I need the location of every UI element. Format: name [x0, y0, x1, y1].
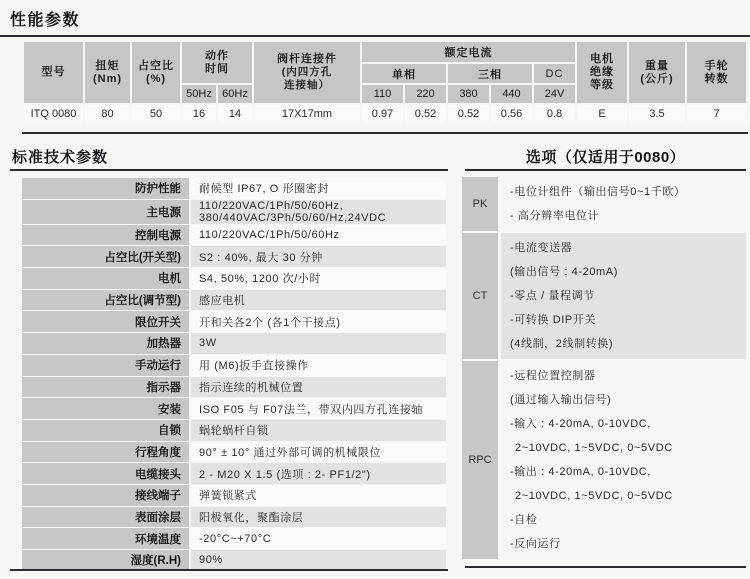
options-section-title: 选项（仅适用于0080） — [525, 149, 686, 166]
standard-section-rule — [10, 169, 448, 171]
spec-row — [22, 463, 446, 484]
col-header-insulation: 电机 绝缘 等级 — [577, 42, 627, 103]
col-header-60hz: 60Hz — [218, 85, 252, 103]
spec-row — [22, 178, 446, 199]
spec-value: 3W — [191, 333, 446, 354]
spec-label: 手动运行 — [22, 355, 189, 376]
spec-value: 90% — [191, 550, 446, 571]
spec-label: 占空比(开关型) — [22, 246, 189, 267]
cell-duty: 50 — [132, 105, 180, 122]
option-line: -输入 : 4-20mA, 0-10VDC, — [510, 418, 651, 430]
cell-handwheel: 7 — [687, 105, 746, 122]
col-header-handwheel: 手轮 转数 — [687, 42, 746, 103]
spec-label: 加热器 — [22, 333, 189, 354]
spec-row — [22, 333, 446, 354]
spec-row — [22, 528, 446, 549]
col-header-380v: 380 — [448, 85, 489, 103]
col-header-50hz: 50Hz — [182, 85, 216, 103]
option-body-ct — [501, 233, 746, 359]
cell-torque: 80 — [85, 105, 130, 122]
option-line: (输出信号 : 4-20mA) — [510, 266, 619, 278]
standard-table-bottom-rule — [10, 569, 448, 571]
cell-current-24v: 0.8 — [534, 105, 575, 122]
spec-label: 占空比(调节型) — [22, 290, 189, 311]
col-header-three-phase: 三相 — [448, 64, 532, 83]
spec-row — [22, 200, 446, 224]
col-header-weight: 重量 (公斤) — [629, 42, 685, 103]
spec-label: 防护性能 — [22, 178, 189, 199]
col-header-24v: 24V — [534, 85, 575, 103]
spec-value: 2 - M20 X 1.5 (选项 : 2- PF1/2") — [191, 463, 446, 484]
spec-value: S4, 50%, 1200 次/小时 — [191, 268, 446, 289]
spec-value: 110/220VAC/1Ph/50/60Hz, 380/440VAC/3Ph/50/60/Hz,24VDC — [191, 200, 446, 224]
spec-row — [22, 246, 446, 267]
cell-model: ITQ 0080 — [24, 105, 83, 122]
option-line: - 高分辨率电位计 — [510, 210, 600, 222]
cell-current-440: 0.56 — [491, 105, 532, 122]
spec-label: 接线端子 — [22, 485, 189, 506]
spec-value: 耐候型 IP67, O 形圈密封 — [191, 178, 446, 199]
spec-value: -20°C~+70°C — [191, 528, 446, 549]
cell-weight: 3.5 — [629, 105, 685, 122]
col-header-model: 型号 — [24, 42, 83, 103]
col-header-action-time: 动作 时间 — [182, 42, 252, 83]
spec-row — [22, 485, 446, 506]
option-section-pk — [462, 177, 746, 231]
option-line: -电位计组件（输出信号0~1千欧） — [510, 186, 686, 198]
spec-row — [22, 420, 446, 441]
spec-label: 行程角度 — [22, 442, 189, 463]
spec-value: ISO F05 与 F07法兰，带双内四方孔连接轴 — [191, 398, 446, 419]
cell-current-380: 0.52 — [448, 105, 489, 122]
col-header-duty: 占空比 (%) — [132, 42, 180, 103]
option-line: -输出 : 4-20mA, 0-10VDC, — [510, 466, 651, 478]
performance-data-row — [24, 105, 746, 122]
option-code-rpc: RPC — [462, 361, 498, 559]
spec-label: 指示器 — [22, 377, 189, 398]
col-header-220v: 220 — [405, 85, 446, 103]
spec-value: 弹簧锁紧式 — [191, 485, 446, 506]
cell-insulation: E — [577, 105, 627, 122]
spec-label: 环境温度 — [22, 528, 189, 549]
spec-row — [22, 290, 446, 311]
spec-label: 限位开关 — [22, 311, 189, 332]
spec-row — [22, 311, 446, 332]
spec-value: 蜗轮蜗杆自锁 — [191, 420, 446, 441]
col-header-rated-current: 额定电流 — [362, 42, 575, 62]
option-line: -零点 / 量程调节 — [510, 290, 595, 302]
options-section-rule — [465, 169, 746, 171]
spec-row — [22, 268, 446, 289]
option-body-pk — [501, 177, 746, 231]
spec-label: 电缆接头 — [22, 463, 189, 484]
spec-value: 110/220VAC/1Ph/50/60Hz — [191, 225, 446, 246]
spec-row — [22, 355, 446, 376]
spec-label: 电机 — [22, 268, 189, 289]
spec-label: 安装 — [22, 398, 189, 419]
standard-section-title: 标准技术参数 — [12, 149, 109, 166]
performance-table — [22, 40, 748, 124]
cell-current-220: 0.52 — [405, 105, 446, 122]
col-header-single-phase: 单相 — [362, 64, 446, 83]
performance-section-title: 性能参数 — [10, 12, 81, 29]
option-line: -可转换 DIP开关 — [510, 314, 597, 326]
options-table-bottom-rule — [465, 566, 746, 568]
spec-row — [22, 550, 446, 571]
option-section-rpc — [462, 361, 746, 559]
spec-value: 指示连续的机械位置 — [191, 377, 446, 398]
option-body-rpc — [501, 361, 746, 559]
cell-time-60hz: 14 — [218, 105, 252, 122]
option-section-ct — [462, 233, 746, 359]
option-line: -反向运行 — [510, 538, 561, 550]
spec-row — [22, 442, 446, 463]
col-header-dc: DC — [534, 64, 575, 83]
option-line: -自检 — [510, 514, 538, 526]
option-line: (通过输入输出信号) — [510, 394, 612, 406]
col-header-440v: 440 — [491, 85, 532, 103]
spec-value: 阳极氧化，聚酯涂层 — [191, 507, 446, 528]
spec-label: 表面涂层 — [22, 507, 189, 528]
option-line: (4线制，2线制转换) — [510, 338, 614, 350]
option-code-ct: CT — [462, 233, 498, 359]
spec-label: 控制电源 — [22, 225, 189, 246]
standard-params-table — [20, 177, 448, 572]
spec-value: 开和关各2个 (各1个干接点) — [191, 311, 446, 332]
top-divider — [0, 35, 750, 37]
spec-value: 90° ± 10° 通过外部可调的机械限位 — [191, 442, 446, 463]
cell-time-50hz: 16 — [182, 105, 216, 122]
spec-row — [22, 507, 446, 528]
spec-row — [22, 377, 446, 398]
spec-label: 湿度(R.H) — [22, 550, 189, 571]
col-header-torque: 扭矩 (Nm) — [85, 42, 130, 103]
spec-label: 主电源 — [22, 200, 189, 224]
col-header-stem-connector: 阀杆连接件 (内四方孔 连接轴） — [254, 42, 360, 103]
option-code-pk: PK — [462, 177, 498, 231]
spec-label: 自锁 — [22, 420, 189, 441]
spec-value: 用 (M6)扳手直接操作 — [191, 355, 446, 376]
option-line: 2~10VDC, 1~5VDC, 0~5VDC — [515, 490, 673, 502]
spec-value: 感应电机 — [191, 290, 446, 311]
performance-table-bottom-rule — [22, 132, 748, 134]
spec-row — [22, 225, 446, 246]
cell-stem: 17X17mm — [254, 105, 360, 122]
option-line: -电流变送器 — [510, 242, 573, 254]
cell-current-110: 0.97 — [362, 105, 403, 122]
spec-row — [22, 398, 446, 419]
option-line: -远程位置控制器 — [510, 370, 596, 382]
spec-value: S2 : 40%, 最大 30 分钟 — [191, 246, 446, 267]
option-line: 2~10VDC, 1~5VDC, 0~5VDC — [515, 442, 673, 454]
col-header-110v: 110 — [362, 85, 403, 103]
options-table — [462, 177, 746, 559]
